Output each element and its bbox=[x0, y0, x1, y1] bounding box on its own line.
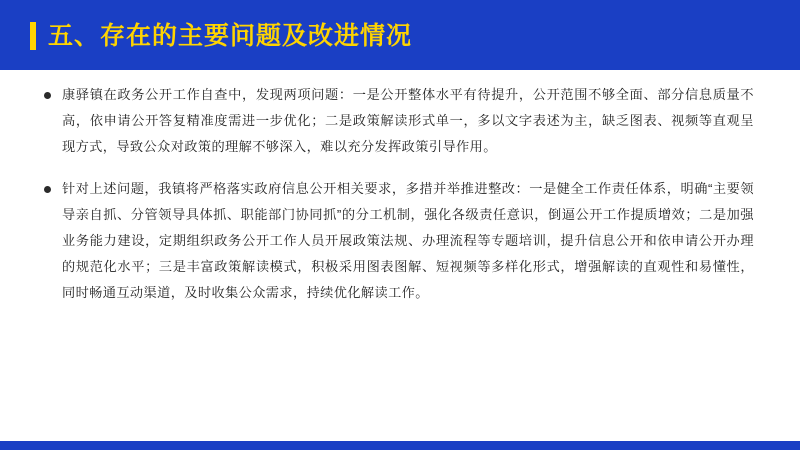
list-item bbox=[40, 82, 754, 160]
bullet-dot-icon bbox=[44, 186, 51, 193]
content-body bbox=[0, 82, 800, 322]
bullet-dot-icon bbox=[44, 92, 51, 99]
page-title: 五、存在的主要问题及改进情况 bbox=[48, 22, 413, 50]
list-item bbox=[40, 176, 754, 306]
footer-band bbox=[0, 441, 800, 450]
paragraph-text: 康驿镇在政务公开工作自查中，发现两项问题：一是公开整体水平有待提升，公开范围不够全面、部分信息质量不高，依申请公开答复精准度需进一步优化；二是政策解读形式单一，多以文字表述为主，缺乏图表、视频等直观呈现方式，导致公众对政策的理解不够深入，难以充分发挥政策引导作用。 bbox=[62, 87, 754, 154]
paragraph-text: 针对上述问题，我镇将严格落实政府信息公开相关要求，多措并举推进整改：一是健全工作责任体系，明确“主要领导亲自抓、分管领导具体抓、职能部门协同抓”的分工机制，强化各级责任意识，倒逼公开工作提质增效；二是加强业务能力建设，定期组织政务公开工作人员开展政策法规、办理流程等专题培训，提升信息公开和依申请公开办理的规范化水平；三是丰富政策解读模式，积极采用图表图解、短视频等多样化形式，增强解读的直观性和易懂性，同时畅通互动渠道，及时收集公众需求，持续优化解读工作。 bbox=[62, 181, 754, 300]
title-accent-bar bbox=[30, 22, 36, 50]
header-band bbox=[0, 0, 800, 70]
